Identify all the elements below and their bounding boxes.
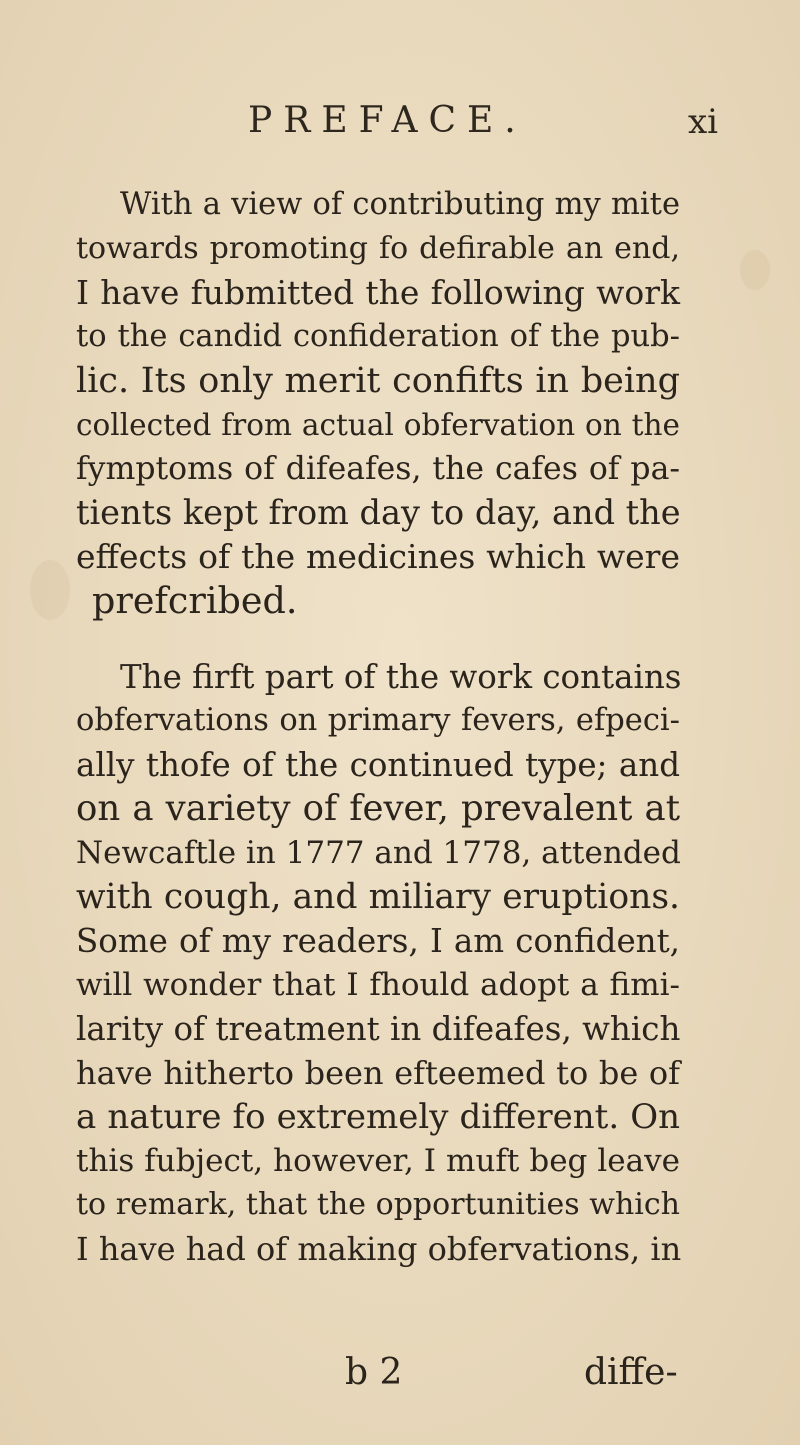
text-line: collected from actual obfervation on the [76, 408, 680, 442]
text-line: towards promoting fo defirable an end, [76, 231, 680, 266]
page-header [0, 100, 800, 160]
paper-stain [740, 250, 770, 290]
signature-mark: b 2 [345, 1352, 403, 1393]
text-line: this fubject, however, I muft beg leave [76, 1143, 680, 1179]
text-line: a nature fo extremely different. On [76, 1097, 680, 1137]
paper-stain [30, 560, 70, 620]
text-line: larity of treatment in difeafes, which [76, 1010, 681, 1048]
text-line: ally thofe of the continued type; and [76, 746, 680, 784]
running-title: PREFACE. [248, 100, 527, 141]
text-line: to the candid confideration of the pub- [76, 319, 680, 354]
text-line: Newcaftle in 1777 and 1778, attended [76, 835, 681, 871]
text-line: tients kept from day to day, and the [76, 493, 681, 532]
text-line: obfervations on primary fevers, efpeci- [76, 703, 680, 738]
text-line: lic. Its only merit confifts in being [76, 361, 680, 401]
text-line: will wonder that I fhould adopt a fimi- [76, 967, 680, 1003]
text-line: have hitherto been efteemed to be of [76, 1054, 680, 1092]
page-footer [0, 1352, 800, 1402]
page-number: xi [688, 102, 719, 142]
text-line: With a view of contributing my mite [120, 187, 680, 222]
text-line: I have had of making obfervations, in [76, 1230, 682, 1268]
text-line: on a variety of fever, prevalent at [76, 788, 680, 829]
text-line: to remark, that the opportunities which [76, 1187, 680, 1222]
text-line: with cough, and miliary eruptions. [76, 877, 680, 917]
text-line: fymptoms of difeafes, the cafes of pa- [76, 451, 680, 487]
text-line: Some of my readers, I am confident, [76, 922, 680, 960]
catchword: diffe- [584, 1352, 678, 1393]
text-line: effects of the medicines which were [76, 537, 680, 576]
text-line: I have fubmitted the following work [76, 273, 680, 312]
text-line: prefcribed. [92, 579, 298, 622]
text-line: The firft part of the work contains [120, 658, 682, 696]
